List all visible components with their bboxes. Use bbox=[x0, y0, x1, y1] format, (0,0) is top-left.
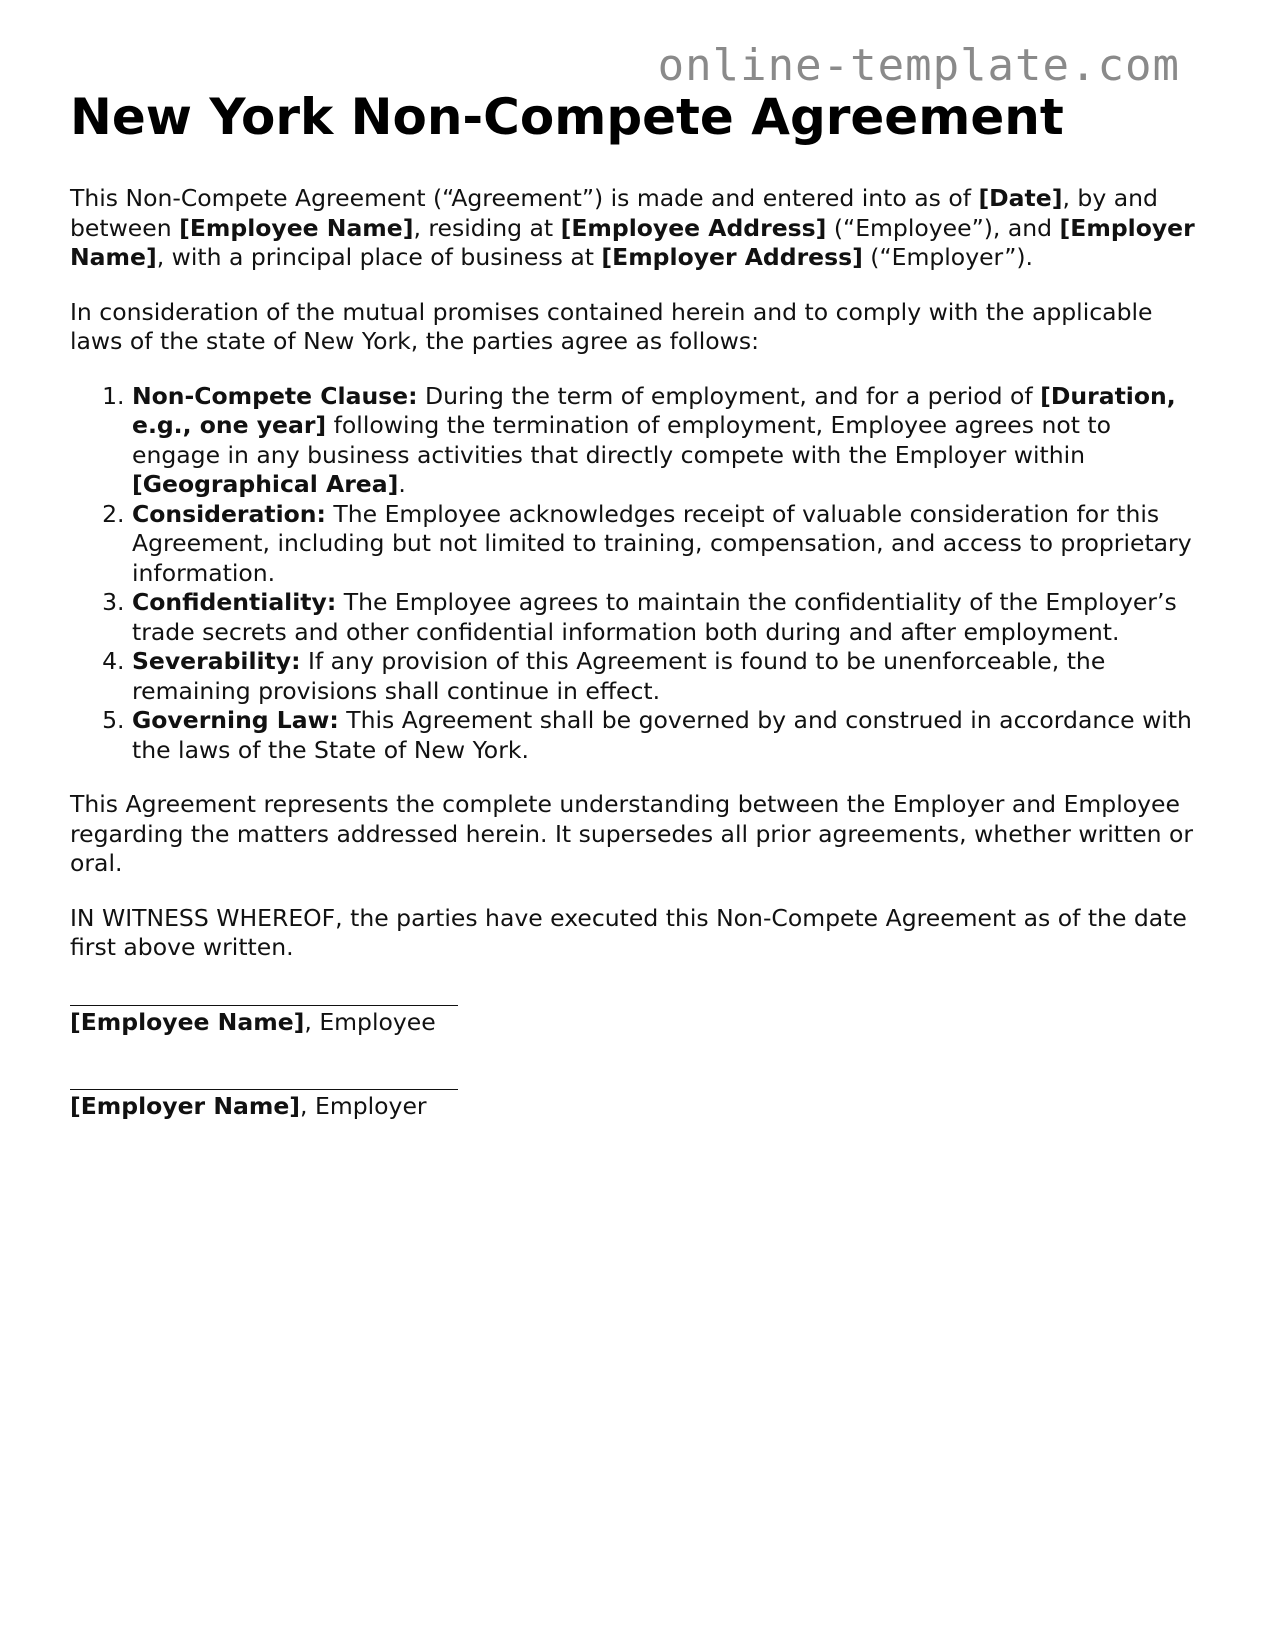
witness-paragraph: IN WITNESS WHEREOF, the parties have executed this Non-Compete Agreement as of the date first above written. bbox=[70, 903, 1187, 961]
intro-text-6: (“Employer”). bbox=[862, 243, 1034, 271]
signer-name: [Employer Name] bbox=[70, 1092, 301, 1120]
geographical-area-placeholder: [Geographical Area] bbox=[132, 470, 399, 498]
watermark: online-template.com bbox=[657, 40, 1180, 91]
document-title: New York Non-Compete Agreement bbox=[70, 88, 1064, 146]
clauses-list bbox=[70, 382, 1200, 766]
employer-signature-block bbox=[70, 1089, 1200, 1122]
clause-non-compete bbox=[132, 382, 1200, 500]
clause-heading: Governing Law: bbox=[132, 706, 339, 734]
duration-placeholder: [Duration, e.g., one year] bbox=[132, 381, 1176, 439]
signature-line bbox=[70, 1089, 458, 1090]
clause-text: following the termination of employment, Employee agrees not to engage in any business activities that directly compete with the Employer within bbox=[132, 411, 1112, 469]
signer-name: [Employee Name] bbox=[70, 1007, 305, 1036]
intro-paragraph bbox=[70, 184, 1200, 273]
employee-signature-block bbox=[70, 1005, 1200, 1038]
clause-governing-law bbox=[132, 706, 1200, 765]
signature-label bbox=[70, 1008, 1200, 1038]
clause-text: . bbox=[398, 470, 406, 498]
clause-text: If any provision of this Agreement is found to be unenforceable, the remaining provisions shall continue in effect. bbox=[132, 647, 1106, 705]
intro-text-2: , by and between bbox=[70, 184, 1158, 242]
clause-heading: Severability: bbox=[132, 647, 301, 675]
intro-text-5: , with a principal place of business at bbox=[156, 243, 602, 271]
clause-text: The Employee agrees to maintain the confidentiality of the Employer’s trade secrets and other confidential information both during and after employment. bbox=[132, 588, 1177, 646]
clause-consideration bbox=[132, 500, 1200, 589]
clause-text: The Employee acknowledges receipt of valuable consideration for this Agreement, including but not limited to training, compensation, and access to proprietary information. bbox=[132, 499, 1192, 587]
consideration-intro-paragraph: In consideration of the mutual promises contained herein and to comply with the applicable laws of the state of New York, the parties agree as follows: bbox=[70, 297, 1153, 355]
employer-address-placeholder: [Employer Address] bbox=[601, 243, 863, 271]
signer-role: , Employer bbox=[300, 1092, 427, 1120]
intro-text-4: (“Employee”), and bbox=[826, 213, 1060, 242]
signature-line bbox=[70, 1005, 458, 1006]
employee-address-placeholder: [Employee Address] bbox=[560, 213, 827, 242]
clause-heading: Confidentiality: bbox=[132, 588, 337, 616]
signature-label bbox=[70, 1092, 1200, 1122]
intro-text-3: , residing at bbox=[413, 213, 561, 242]
signer-role: , Employee bbox=[304, 1007, 436, 1036]
clause-text: This Agreement shall be governed by and construed in accordance with the laws of the State of New York. bbox=[132, 706, 1192, 764]
clause-heading: Consideration: bbox=[132, 499, 326, 528]
date-placeholder: [Date] bbox=[978, 184, 1063, 212]
intro-text-1: This Non-Compete Agreement (“Agreement”) is made and entered into as of bbox=[70, 184, 979, 212]
clause-heading: Non-Compete Clause: bbox=[132, 381, 418, 410]
entire-agreement-paragraph: This Agreement represents the complete understanding between the Employer and Employee regarding the matters addressed herein. It supersedes all prior agreements, whether written or oral. bbox=[70, 790, 1194, 877]
employee-name-placeholder: [Employee Name] bbox=[179, 213, 414, 242]
clause-severability bbox=[132, 647, 1200, 706]
clause-text: During the term of employment, and for a period of bbox=[417, 381, 1041, 410]
clause-confidentiality bbox=[132, 588, 1200, 647]
document-page bbox=[70, 86, 1200, 1174]
employer-name-placeholder: [Employer Name] bbox=[70, 213, 1195, 271]
